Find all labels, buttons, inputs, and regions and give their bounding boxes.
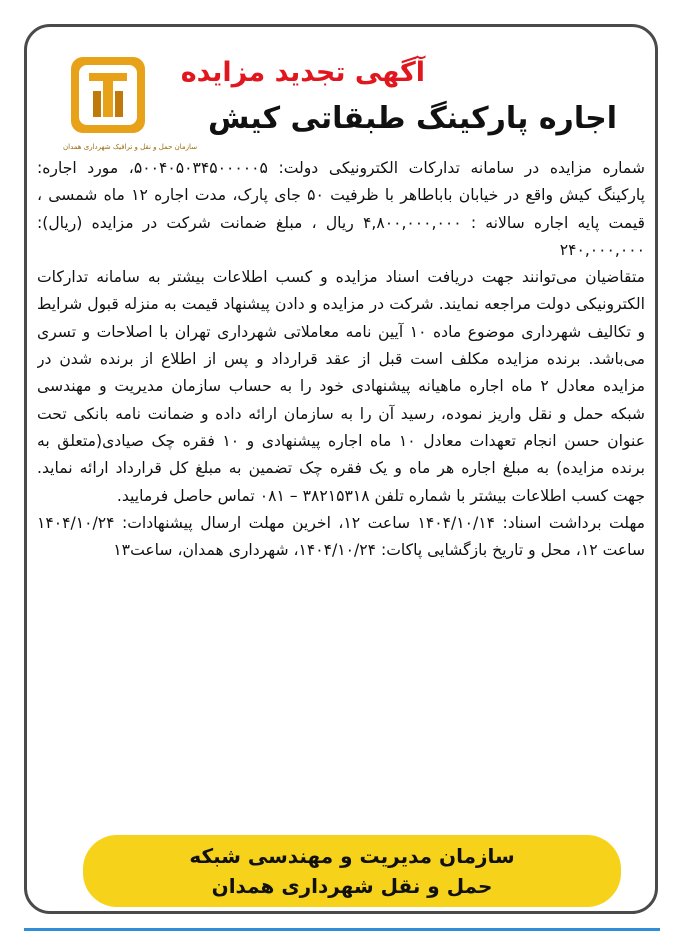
- notice-body: [37, 155, 645, 827]
- auction-details-paragraph: شماره مزایده در سامانه تدارکات الکترونیکی دولت: ۵۰۰۴۰۵۰۳۴۵۰۰۰۰۰۵، مورد اجاره: پارکینگ کیش واقع در خیابان باباطاهر با ظرفیت ۵۰ جای پارک، مدت اجاره ۱۲ ماه شمسی ، قیمت پایه اجاره سالانه : ۴,۸۰۰,۰۰۰,۰۰۰ ریال ، مبلغ ضمانت شرکت در مزایده (ریال): ۲۴۰,۰۰۰,۰۰۰: [37, 159, 645, 259]
- issuer-banner: [83, 835, 621, 907]
- deadlines-paragraph: مهلت برداشت اسناد: ۱۴۰۴/۱۰/۱۴ ساعت ۱۲، اخرین مهلت ارسال پیشنهادات: ۱۴۰۴/۱۰/۲۴ ساعت ۱۲، محل و تاریخ بازگشایی پاکات: ۱۴۰۴/۱۰/۲۴، شهرداری همدان، ساعت۱۳: [37, 513, 645, 560]
- notice-subtitle: اجاره پارکینگ طبقاتی کیش: [207, 101, 617, 136]
- issuer-line-1: سازمان مدیریت و مهندسی شبکه: [189, 844, 515, 868]
- issuer-line-2: حمل و نقل شهرداری همدان: [211, 874, 493, 898]
- notice-title: آگهی تجدید مزایده: [180, 57, 425, 88]
- bottom-divider: [24, 928, 660, 931]
- notice-frame: [24, 24, 658, 914]
- conditions-paragraph: متقاضیان می‌توانند جهت دریافت اسناد مزایده و کسب اطلاعات بیشتر به سامانه تدارکات الکترونیکی دولت مراجعه نمایند. شرکت در مزایده و دادن پیشنهاد قیمت به منزله قبول شرایط و تکالیف شهرداری موضوع ماده ۱۰ آیین نامه معاملاتی شهرداری تهران با اصلاحات و تسری می‌باشد. برنده مزایده مکلف است قبل از عقد قرارداد و پس از اطلاع از برنده شدن در مزایده معادل ۲ ماه اجاره ماهیانه پیشنهادی خود را به حساب سازمان مدیریت و مهندسی شبکه حمل و نقل واریز نموده، رسید آن را به سازمان ارائه داده و ضمانت نامه بانکی تحت عنوان حسن انجام تعهدات معادل ۱۰ ماه اجاره پیشنهادی و ۱۰ فقره چک صیادی(متعلق به برنده مزایده) به مبلغ اجاره هر ماه و یک فقره چک تضمین به مبلغ کل قرارداد ارائه نماید. جهت کسب اطلاعات بیشتر با شماره تلفن ۳۸۲۱۵۳۱۸ – ۰۸۱ تماس حاصل فرمایید.: [37, 268, 645, 505]
- logo-caption: سازمان حمل و نقل و ترافیک شهرداری همدان: [63, 143, 198, 151]
